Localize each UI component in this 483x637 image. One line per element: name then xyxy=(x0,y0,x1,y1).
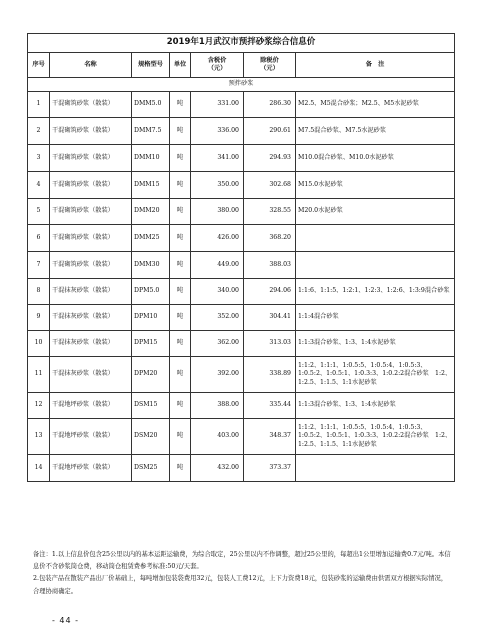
cell-price-notax: 304.41 xyxy=(244,305,296,331)
cell-price-tax: 331.00 xyxy=(191,92,244,118)
cell-name: 干混抹灰砂浆（散装） xyxy=(50,357,132,393)
cell-price-tax: 426.00 xyxy=(191,225,244,252)
table-row xyxy=(28,279,455,305)
cell-remark xyxy=(296,252,455,279)
cell-price-tax: 350.00 xyxy=(191,172,244,199)
cell-spec: DSM15 xyxy=(132,393,170,419)
table-title: 2019年1月武汉市预拌砂浆综合信息价 xyxy=(28,34,455,53)
cell-remark: M2.5、M5混合砂浆；M2.5、M5水泥砂浆 xyxy=(296,92,455,118)
cell-unit: 吨 xyxy=(170,393,191,419)
cell-price-tax: 336.00 xyxy=(191,118,244,145)
cell-name: 干混砌筑砂浆（散装） xyxy=(50,225,132,252)
cell-name: 干混砌筑砂浆（散装） xyxy=(50,199,132,225)
cell-name: 干混砌筑砂浆（散装） xyxy=(50,252,132,279)
cell-price-notax: 373.37 xyxy=(244,455,296,482)
cell-seq: 13 xyxy=(28,419,50,455)
table-row xyxy=(28,331,455,357)
cell-unit: 吨 xyxy=(170,118,191,145)
cell-seq: 11 xyxy=(28,357,50,393)
cell-seq: 12 xyxy=(28,393,50,419)
cell-price-notax: 286.30 xyxy=(244,92,296,118)
cell-spec: DPM15 xyxy=(132,331,170,357)
cell-spec: DSM25 xyxy=(132,455,170,482)
cell-remark: M15.0水泥砂浆 xyxy=(296,172,455,199)
cell-seq: 4 xyxy=(28,172,50,199)
table-row xyxy=(28,305,455,331)
footnote xyxy=(33,549,453,598)
cell-price-notax: 335.44 xyxy=(244,393,296,419)
cell-remark: 1:1:3混合砂浆、1:3、1:4水泥砂浆 xyxy=(296,393,455,419)
cell-spec: DPM10 xyxy=(132,305,170,331)
cell-unit: 吨 xyxy=(170,199,191,225)
cell-name: 干混地坪砂浆（散装） xyxy=(50,419,132,455)
table-row xyxy=(28,419,455,455)
cell-remark: 1:1:3混合砂浆、1:3、1:4水泥砂浆 xyxy=(296,331,455,357)
cell-seq: 5 xyxy=(28,199,50,225)
cell-name: 干混抹灰砂浆（散装） xyxy=(50,331,132,357)
cell-seq: 14 xyxy=(28,455,50,482)
header-price-tax: 含税价 （元） xyxy=(191,53,244,78)
cell-remark: 1:1:2、1:1:1、1:0.5:5、1:0.5:4、1:0.5:3、1:0.5:2、1:0.5:1、1:0.3:3、1:0.2:2混合砂浆 1:2、1:2.5、1:1.5、1:1水泥砂浆 xyxy=(296,419,455,455)
cell-price-notax: 368.20 xyxy=(244,225,296,252)
cell-remark: M7.5混合砂浆、M7.5水泥砂浆 xyxy=(296,118,455,145)
footnote-line-2: 2.包装产品在散装产品出厂价基础上，每吨增加包装袋费用32元，包装人工费12元，上下力资费18元，包装砂浆的运输费由供需双方根据实际情况，合理协商确定。 xyxy=(33,575,448,595)
cell-name: 干混抹灰砂浆（散装） xyxy=(50,279,132,305)
cell-name: 干混砌筑砂浆（散装） xyxy=(50,172,132,199)
cell-unit: 吨 xyxy=(170,145,191,172)
cell-price-notax: 328.55 xyxy=(244,199,296,225)
cell-spec: DMM30 xyxy=(132,252,170,279)
cell-unit: 吨 xyxy=(170,357,191,393)
header-unit: 单位 xyxy=(170,53,191,78)
cell-spec: DPM5.0 xyxy=(132,279,170,305)
cell-price-tax: 352.00 xyxy=(191,305,244,331)
cell-price-notax: 338.89 xyxy=(244,357,296,393)
table-row xyxy=(28,357,455,393)
table-row xyxy=(28,92,455,118)
cell-seq: 7 xyxy=(28,252,50,279)
cell-unit: 吨 xyxy=(170,305,191,331)
cell-spec: DMM5.0 xyxy=(132,92,170,118)
cell-price-tax: 449.00 xyxy=(191,252,244,279)
cell-unit: 吨 xyxy=(170,331,191,357)
cell-seq: 6 xyxy=(28,225,50,252)
cell-unit: 吨 xyxy=(170,279,191,305)
cell-price-notax: 302.68 xyxy=(244,172,296,199)
cell-remark: 1:1:2、1:1:1、1:0.5:5、1:0.5:4、1:0.5:3、1:0.5:2、1:0.5:1、1:0.3:3、1:0.2:2混合砂浆 1:2、1:2.5、1:1.5、1:1水泥砂浆 xyxy=(296,357,455,393)
cell-price-tax: 362.00 xyxy=(191,331,244,357)
cell-name: 干混砌筑砂浆（散装） xyxy=(50,145,132,172)
cell-price-tax: 392.00 xyxy=(191,357,244,393)
header-price-notax: 除税价 （元） xyxy=(244,53,296,78)
cell-price-tax: 403.00 xyxy=(191,419,244,455)
cell-price-tax: 340.00 xyxy=(191,279,244,305)
cell-remark: 1:1:4混合砂浆 xyxy=(296,305,455,331)
table-row xyxy=(28,455,455,482)
page-number: - 44 - xyxy=(52,616,80,625)
cell-price-tax: 341.00 xyxy=(191,145,244,172)
table-row xyxy=(28,225,455,252)
table-row xyxy=(28,172,455,199)
cell-unit: 吨 xyxy=(170,172,191,199)
cell-price-notax: 294.93 xyxy=(244,145,296,172)
cell-price-notax: 294.06 xyxy=(244,279,296,305)
table-row xyxy=(28,252,455,279)
cell-seq: 2 xyxy=(28,118,50,145)
cell-unit: 吨 xyxy=(170,252,191,279)
table-body xyxy=(28,92,455,482)
header-name: 名称 xyxy=(50,53,132,78)
cell-spec: DMM15 xyxy=(132,172,170,199)
cell-remark xyxy=(296,455,455,482)
cell-spec: DSM20 xyxy=(132,419,170,455)
price-table xyxy=(27,33,455,482)
cell-remark: 1:1:6、1:1:5、1:2:1、1:2:3、1:2:6、1:3:9混合砂浆 xyxy=(296,279,455,305)
header-spec: 规格型号 xyxy=(132,53,170,78)
cell-unit: 吨 xyxy=(170,419,191,455)
cell-spec: DMM20 xyxy=(132,199,170,225)
cell-spec: DMM10 xyxy=(132,145,170,172)
cell-unit: 吨 xyxy=(170,225,191,252)
cell-name: 干混地坪砂浆（散装） xyxy=(50,393,132,419)
table-row xyxy=(28,393,455,419)
cell-spec: DMM25 xyxy=(132,225,170,252)
cell-unit: 吨 xyxy=(170,92,191,118)
table-row xyxy=(28,199,455,225)
cell-seq: 1 xyxy=(28,92,50,118)
cell-remark xyxy=(296,225,455,252)
cell-price-notax: 313.03 xyxy=(244,331,296,357)
cell-name: 干混抹灰砂浆（散装） xyxy=(50,305,132,331)
cell-price-tax: 388.00 xyxy=(191,393,244,419)
cell-price-tax: 432.00 xyxy=(191,455,244,482)
cell-name: 干混砌筑砂浆（散装） xyxy=(50,92,132,118)
cell-seq: 8 xyxy=(28,279,50,305)
cell-price-notax: 290.61 xyxy=(244,118,296,145)
cell-seq: 10 xyxy=(28,331,50,357)
cell-seq: 3 xyxy=(28,145,50,172)
cell-spec: DMM7.5 xyxy=(132,118,170,145)
cell-spec: DPM20 xyxy=(132,357,170,393)
cell-price-notax: 348.37 xyxy=(244,419,296,455)
footnote-line-1: 备注：1.以上信息价包含25公里以内的基本运距运输费，为综合取定，25公里以内不作调整，超过25公里的，每超出1公里增加运输费0.7元/吨。本信息价不含砂浆筒仓费，移动筒仓租赁费参考标准:50元/天套。 xyxy=(33,551,451,571)
cell-remark: M20.0水泥砂浆 xyxy=(296,199,455,225)
header-remark: 备 注 xyxy=(296,53,455,78)
cell-name: 干混砌筑砂浆（散装） xyxy=(50,118,132,145)
cell-price-notax: 388.03 xyxy=(244,252,296,279)
cell-price-tax: 380.00 xyxy=(191,199,244,225)
section-label: 预拌砂浆 xyxy=(28,78,455,92)
header-seq: 序号 xyxy=(28,53,50,78)
cell-remark: M10.0混合砂浆、M10.0水泥砂浆 xyxy=(296,145,455,172)
table-row xyxy=(28,145,455,172)
cell-name: 干混地坪砂浆（散装） xyxy=(50,455,132,482)
cell-seq: 9 xyxy=(28,305,50,331)
price-table-container xyxy=(27,33,454,482)
cell-unit: 吨 xyxy=(170,455,191,482)
table-row xyxy=(28,118,455,145)
table-header-row xyxy=(28,53,455,78)
